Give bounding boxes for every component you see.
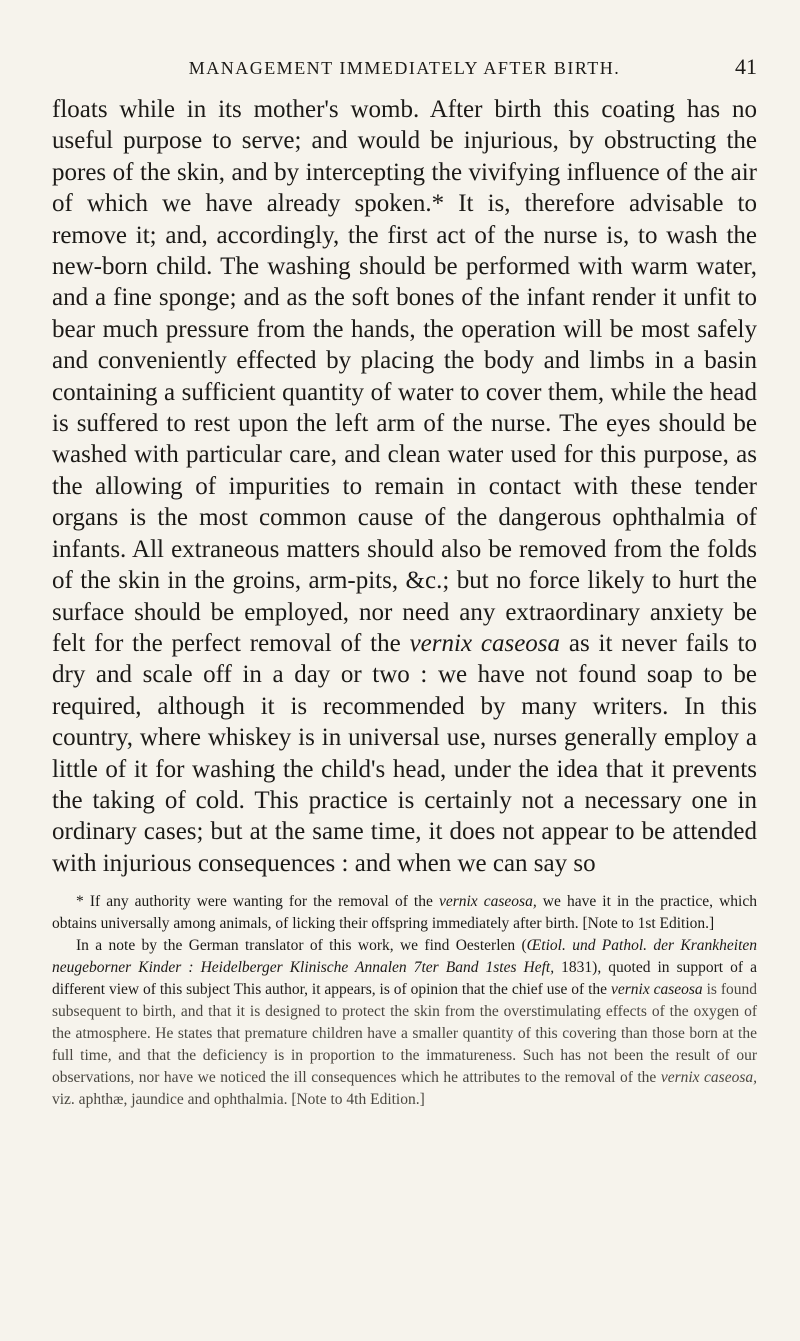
footnote-2-text-d: viz. aphthæ, jaundice and ophthalmia. [Note to 4th Edition.] — [52, 1091, 425, 1109]
footnote-1-italic: vernix caseosa, — [438, 893, 537, 911]
main-text — [52, 94, 757, 879]
main-text-italic-term: vernix caseosa — [409, 629, 561, 657]
footnote-2-italic-term-1: vernix caseosa — [610, 981, 703, 999]
footnote-2-text-b: 1831), quoted in support of a different view of this subject This author, it appears, is of opinion that the chief use of the — [52, 959, 758, 999]
book-page — [52, 54, 758, 1111]
footnote-1 — [52, 891, 757, 935]
footnote-2-citation: Œtiol. und Pathol. der Krankheiten neugeborner Kinder : Heidelberger Klinische Annalen 7ter Band 1stes Heft, — [52, 937, 757, 977]
running-head: MANAGEMENT IMMEDIATELY AFTER BIRTH. — [188, 58, 621, 78]
footnote-2-italic-term-2: vernix caseosa, — [660, 1069, 757, 1087]
footnotes — [52, 891, 757, 1111]
main-text-part-2: as it never fails to dry and scale off in a day or two : we have not found soap to be required, although it is recommended by many writers. In this country, where whiskey is in universal use, nurses generally employ a little of it for washing the child's head, under the idea that it prevents the taking of cold. This practice is certainly not a necessary one in ordinary cases; but at the same time, it does not appear to be attended with injurious consequences : and when we can say so — [52, 629, 757, 877]
footnote-1-text-b: we have it in the practice, which obtains universally among animals, of licking their offspring immediately after birth. [Note to 1st Edition.] — [52, 893, 757, 933]
page-header — [52, 54, 757, 94]
footnote-2-text-a: In a note by the German translator of this work, we find Oesterlen ( — [76, 937, 527, 955]
footnote-1-text-a: * If any authority were wanting for the removal of the — [76, 893, 439, 911]
main-text-part-1: floats while in its mother's womb. After birth this coating has no useful purpose to serve; and would be injurious, by obstructing the pores of the skin, and by intercepting the vivifying influence of the air of which we have already spoken.* It is, therefore advisable to remove it; and, accordingly, the first act of the nurse is, to wash the new-born child. The washing should be performed with warm water, and a fine sponge; and as the soft bones of the infant render it unfit to bear much pressure from the hands, the operation will be most safely and conveniently effected by placing the body and limbs in a basin containing a sufficient quantity of water to cover them, while the head is suffered to rest upon the left arm of the nurse. The eyes should be washed with particular care, and clean water used for this purpose, as the allowing of impurities to remain in contact with these tender organs is the most common cause of the dangerous ophthalmia of infants. All extraneous matters should also be removed from the folds of the skin in the groins, arm-pits, &c.; but no force likely to hurt the surface should be employed, nor need any extraordinary anxiety be felt for the perfect removal of the — [52, 96, 757, 657]
page-number: 41 — [735, 54, 757, 79]
footnote-2 — [52, 935, 757, 1111]
footnote-2-text-c: is found subsequent to birth, and that it is designed to protect the skin from the overstimulating effects of the oxygen of the atmosphere. He states that premature children have a smaller quantity of this covering than those born at the full time, and that the deficiency is in proportion to the immatureness. Such has not been the result of our observations, nor have we noticed the ill consequences which he attributes to the removal of the — [52, 981, 757, 1087]
